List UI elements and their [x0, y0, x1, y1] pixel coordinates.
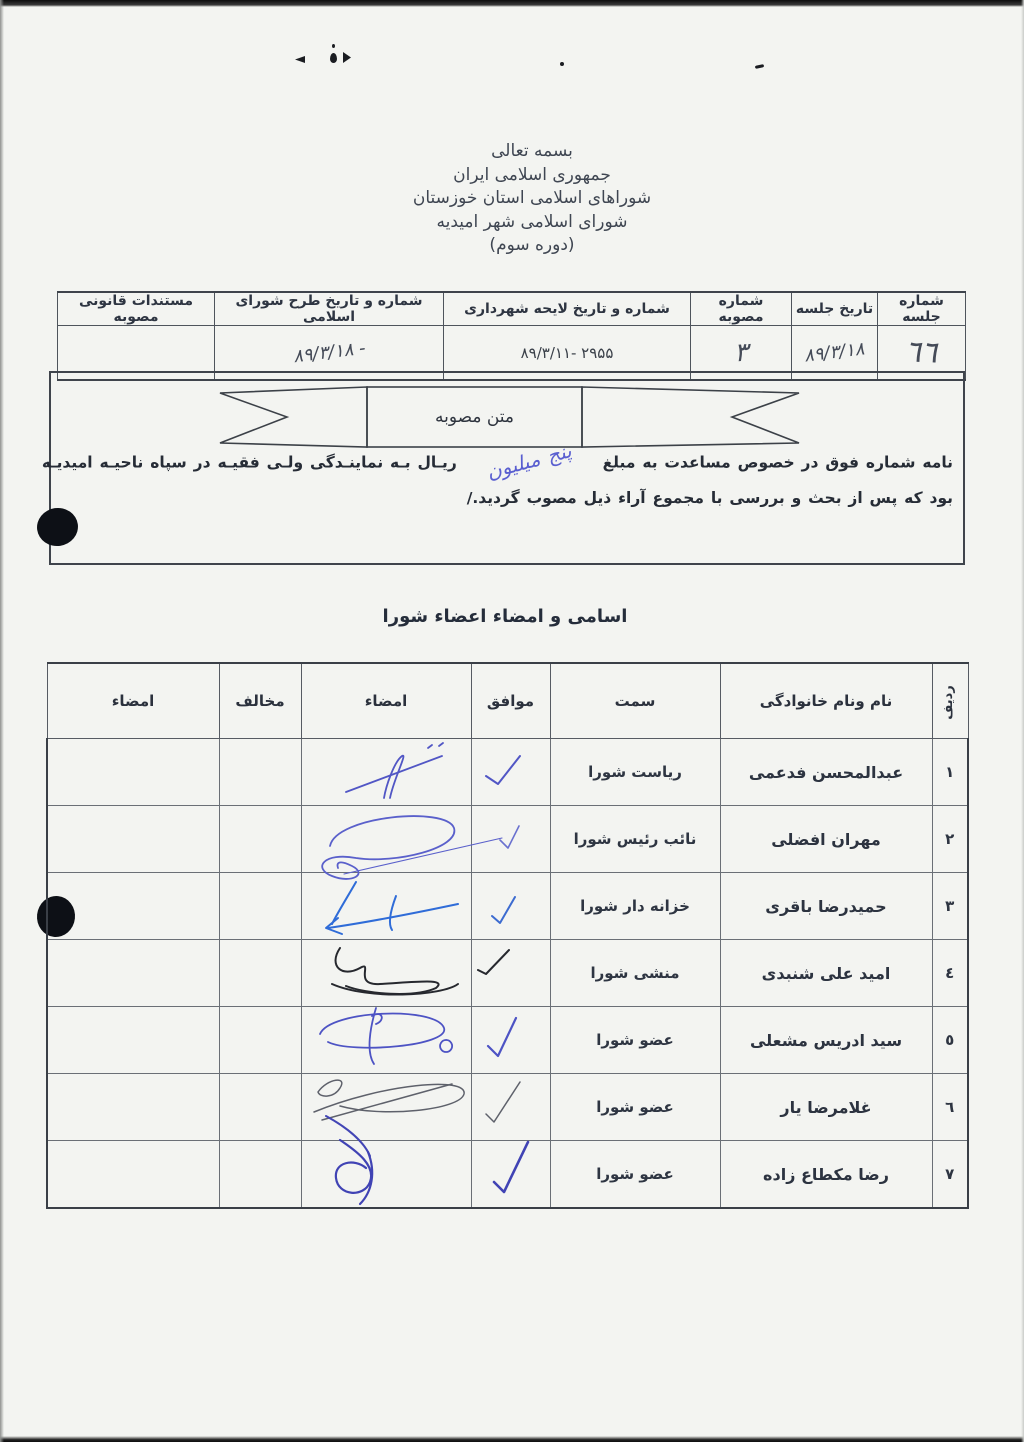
oppose-cell	[219, 1007, 301, 1074]
member-name: عبدالمحسن فدعمی	[720, 739, 932, 806]
oppose-cell	[219, 1074, 301, 1141]
member-row-4	[47, 940, 968, 1007]
meta-col-municipality-bill: شماره و تاریخ لایحه شهرداری	[444, 292, 691, 326]
ink-speck	[560, 62, 564, 66]
row-number: ٤	[932, 940, 968, 1007]
member-row-7	[47, 1141, 968, 1209]
members-signature-table	[46, 662, 969, 1209]
amount-slot	[464, 438, 596, 484]
row-number: ٣	[932, 873, 968, 940]
ink-speck	[343, 52, 351, 63]
member-position: عضو شورا	[550, 1074, 720, 1141]
signature-cell	[301, 739, 471, 806]
row-number: ٧	[932, 1141, 968, 1209]
resolution-text-after-amount: ریـال بـه نماینـدگی ولـی فقیـه در سپاه ناحیـه امیدیـه	[41, 453, 457, 472]
resolution-box	[41, 371, 965, 565]
member-name: سید ادریس مشعلی	[720, 1007, 932, 1074]
letterhead-line-bismillah: بسمه تعالی	[491, 141, 573, 161]
scan-edge-bottom	[0, 1436, 1024, 1442]
row-number: ٢	[932, 806, 968, 873]
signature-cell-2	[47, 1074, 219, 1141]
meta-col-council-plan: شماره و تاریخ طرح شورای اسلامی	[215, 292, 444, 326]
meta-value-municipality-bill: ۸۹/۳/۱۱- ۲۹۵۵	[444, 326, 691, 381]
letterhead-line-city-council: شورای اسلامی شهر امیدیه	[436, 211, 628, 232]
member-position: عضو شورا	[550, 1007, 720, 1074]
signature-cell	[301, 873, 471, 940]
signature-cell	[301, 1141, 471, 1209]
oppose-cell	[219, 739, 301, 806]
meta-value-resolution-number: ۳	[691, 326, 792, 381]
approve-cell	[471, 873, 550, 940]
letterhead	[212, 140, 852, 258]
approve-cell	[471, 1007, 550, 1074]
signature-cell	[301, 806, 471, 873]
meta-value-session-date: ۸۹/۳/۱۸	[792, 326, 878, 381]
col-position: سمت	[550, 663, 720, 739]
col-row-number: ردیف	[932, 663, 968, 739]
approve-cell	[471, 940, 550, 1007]
meta-value-council-plan: ۸۹/۳/۱۸ -	[215, 326, 444, 381]
member-row-1	[47, 739, 968, 806]
resolution-meta-table	[57, 291, 966, 381]
row-number: ١	[932, 739, 968, 806]
meta-col-legal-docs: مستندات قانونی مصوبه	[58, 292, 215, 326]
oppose-cell	[219, 806, 301, 873]
row-number: ٦	[932, 1074, 968, 1141]
member-name: امید علی شنبدی	[720, 940, 932, 1007]
member-name: غلامرضا یار	[720, 1074, 932, 1141]
member-position: نائب رئیس شورا	[550, 806, 720, 873]
letterhead-line-republic: جمهوری اسلامی ایران	[453, 164, 611, 185]
col-signature: امضاء	[301, 663, 471, 739]
col-signature-2: امضاء	[47, 663, 219, 739]
signature-cell	[301, 1074, 471, 1141]
member-name: رضا مکطاع زاده	[720, 1141, 932, 1209]
member-row-2	[47, 806, 968, 873]
member-position: ریاست شورا	[550, 739, 720, 806]
signatures-section-heading: اسامی و امضاء اعضاء شورا	[382, 606, 628, 627]
col-oppose: مخالف	[219, 663, 301, 739]
signature-cell-2	[47, 873, 219, 940]
approve-cell	[471, 1074, 550, 1141]
row-number: ٥	[932, 1007, 968, 1074]
col-approve: موافق	[471, 663, 550, 739]
resolution-text	[41, 438, 953, 507]
meta-col-session-date: تاریخ جلسه	[792, 292, 878, 326]
ink-speck	[330, 53, 337, 63]
approve-cell	[471, 739, 550, 806]
member-position: عضو شورا	[550, 1141, 720, 1209]
signature-cell-2	[47, 1141, 219, 1209]
signature-cell-2	[47, 1007, 219, 1074]
scan-edge-top	[0, 0, 1024, 7]
resolution-banner-label: متن مصوبه	[434, 407, 515, 427]
ink-speck	[332, 44, 335, 48]
signature-cell-2	[47, 806, 219, 873]
meta-col-session-number: شماره جلسه	[878, 292, 966, 326]
member-name: مهران افضلی	[720, 806, 932, 873]
ink-speck	[295, 56, 305, 63]
handwritten-amount: پنج میلیون	[484, 438, 575, 484]
member-row-3	[47, 873, 968, 940]
resolution-text-line1	[41, 438, 953, 484]
member-row-6	[47, 1074, 968, 1141]
approve-cell	[471, 806, 550, 873]
letterhead-line-province-councils: شوراهای اسلامی استان خوزستان	[412, 188, 652, 208]
member-row-5	[47, 1007, 968, 1074]
oppose-cell	[219, 1141, 301, 1209]
resolution-text-before-amount: نامه شماره فوق در خصوص مساعدت به مبلغ	[602, 453, 953, 472]
resolution-text-line2: بود که پس از بحث و بررسی با مجموع آراء ذیل مصوب گردید./	[466, 489, 953, 507]
member-position: خزانه دار شورا	[550, 873, 720, 940]
member-position: منشی شورا	[550, 940, 720, 1007]
signature-cell	[301, 940, 471, 1007]
meta-value-session-number: ٦٦	[878, 326, 966, 381]
scan-edge-left	[0, 0, 4, 1442]
ink-speck	[755, 64, 764, 69]
col-full-name: نام ونام خانوادگی	[720, 663, 932, 739]
approve-cell	[471, 1141, 550, 1209]
letterhead-line-term: (دوره سوم)	[489, 235, 575, 255]
signature-cell	[301, 1007, 471, 1074]
oppose-cell	[219, 873, 301, 940]
oppose-cell	[219, 940, 301, 1007]
meta-col-resolution-number: شماره مصوبه	[691, 292, 792, 326]
signature-cell-2	[47, 739, 219, 806]
member-name: حمیدرضا باقری	[720, 873, 932, 940]
signature-cell-2	[47, 940, 219, 1007]
